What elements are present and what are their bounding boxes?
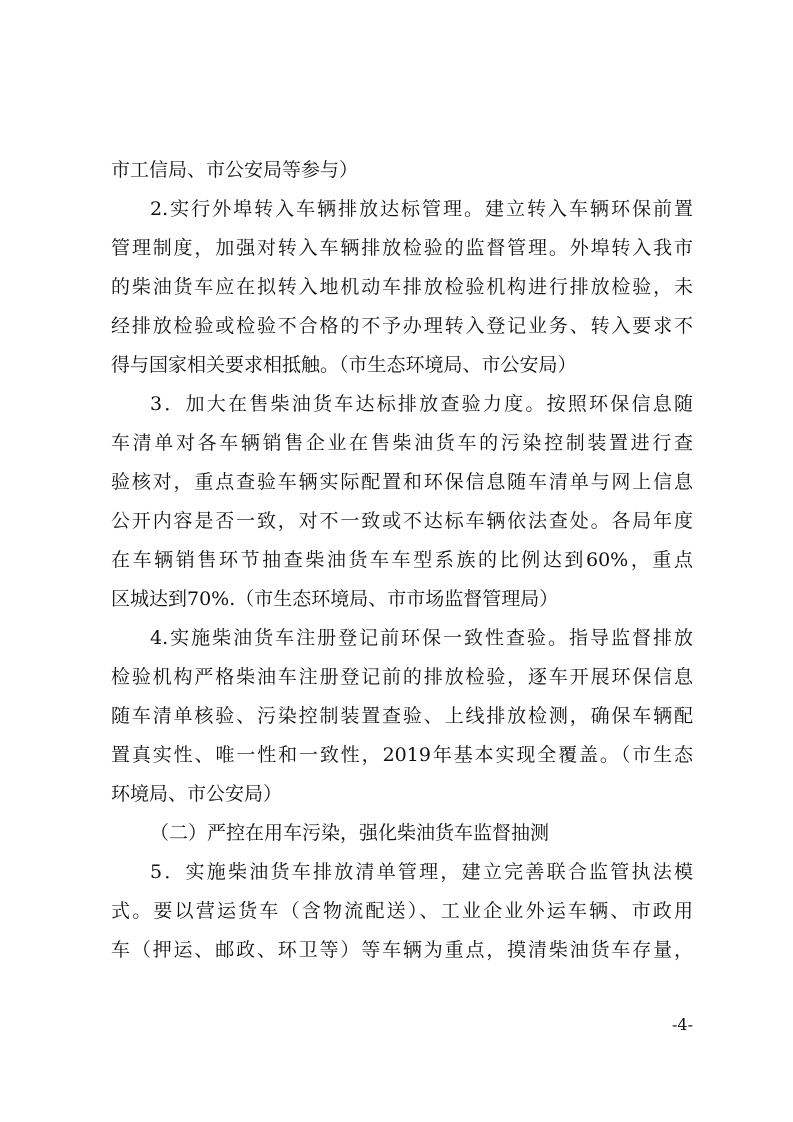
text-line: 的柴油货车应在拟转入地机动车排放检验机构进行排放检验，未 [111, 276, 693, 298]
text-line: 式。要以营运货车（含物流配送）、工业企业外运车辆、市政用 [111, 900, 693, 922]
paragraph-first-line: 4.实施柴油货车注册登记前环保一致性查验。指导监督排放 [150, 627, 693, 649]
text-line: 车（押运、邮政、环卫等）等车辆为重点，摸清柴油货车存量， [111, 939, 693, 961]
text-line: 环境局、市公安局） [111, 783, 283, 805]
text-line: 管理制度，加强对转入车辆排放检验的监督管理。外埠转入我市 [111, 237, 693, 259]
paragraph-first-line: 5．实施柴油货车排放清单管理，建立完善联合监管执法模 [150, 861, 693, 883]
text-line: 在车辆销售环节抽查柴油货车车型系族的比例达到60%，重点 [111, 549, 693, 571]
text-line: 验核对，重点查验车辆实际配置和环保信息随车清单与网上信息 [111, 471, 693, 493]
text-line: 区城达到70%.（市生态环境局、市市场监督管理局） [111, 588, 559, 610]
text-line: 车清单对各车辆销售企业在售柴油货车的污染控制装置进行查 [111, 432, 693, 454]
section-heading: （二）严控在用车污染，强化柴油货车监督抽测 [150, 822, 550, 844]
text-line: 置真实性、唯一性和一致性，2019年基本实现全覆盖。（市生态 [111, 744, 693, 766]
text-line: 得与国家相关要求相抵触。（市生态环境局、市公安局） [111, 354, 577, 376]
text-line: 检验机构严格柴油车注册登记前的排放检验，逐车开展环保信息 [111, 666, 693, 688]
text-line: 公开内容是否一致，对不一致或不达标车辆依法查处。各局年度 [111, 510, 693, 532]
paragraph-first-line: 3．加大在售柴油货车达标排放查验力度。按照环保信息随 [150, 393, 693, 415]
page-number: -4- [672, 1015, 693, 1034]
paragraph-first-line: 2.实行外埠转入车辆排放达标管理。建立转入车辆环保前置 [150, 198, 693, 220]
text-line: 市工信局、市公安局等参与） [111, 159, 359, 181]
text-line: 随车清单核验、污染控制装置查验、上线排放检测，确保车辆配 [111, 705, 693, 727]
text-line: 经排放检验或检验不合格的不予办理转入登记业务、转入要求不 [111, 315, 693, 337]
